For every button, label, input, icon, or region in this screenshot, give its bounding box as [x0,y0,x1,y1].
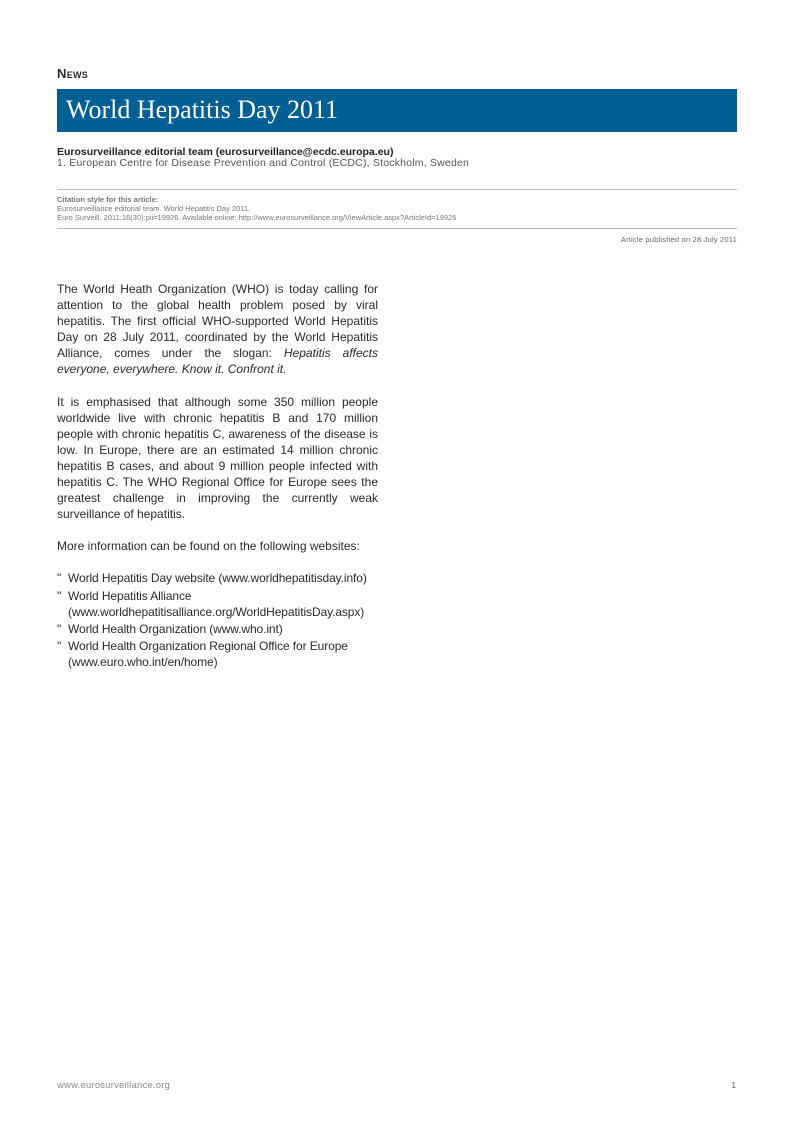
link-text[interactable]: World Health Organization Regional Office for Europe (www.euro.who.int/en/home) [68,638,348,669]
bullet-mark: " [57,571,62,586]
list-item[interactable] [57,621,378,637]
bullet-mark: " [57,621,62,636]
section-label: News [57,66,89,81]
link-list [57,570,378,670]
citation-heading: Citation style for this article: [57,195,159,204]
publication-date: Article published on 28 July 2011 [620,235,737,244]
affiliation: 1. European Centre for Disease Prevention and Control (ECDC), Stockholm, Sweden [57,157,470,169]
link-text[interactable]: World Health Organization (www.who.int) [68,621,283,636]
footer-url[interactable]: www.eurosurveillance.org [57,1080,171,1091]
authors: Eurosurveillance editorial team (eurosurveillance@ecdc.europa.eu) [57,146,394,158]
divider-top [57,189,737,190]
article-title: World Hepatitis Day 2011 [66,95,339,124]
citation-line: Eurosurveillance editorial team. World Hepatitis Day 2011. [57,204,251,213]
paragraph: More information can be found on the following websites: [57,539,360,554]
title-bar [57,89,737,132]
list-item[interactable] [57,638,378,670]
list-item[interactable] [57,570,378,586]
divider-bottom [57,228,737,229]
paragraph [57,281,378,378]
paragraph-text: The World Heath Organization (WHO) is today calling for attention to the global health problem posed by viral hepatitis. The first official WHO-supported World Hepatitis Day on 28 July 2011, coordinated by the World Hepatitis Alliance, comes under the slogan: [57,282,378,361]
slogan: Hepatitis affects everyone, everywhere. Know it. Confront it. [57,346,378,377]
bullet-mark: " [57,638,62,653]
page-number: 1 [731,1081,736,1090]
link-text[interactable]: World Hepatitis Day website (www.worldhepatitisday.info) [68,571,367,586]
list-item[interactable] [57,588,378,620]
paragraph: It is emphasised that although some 350 million people worldwide live with chronic hepatitis B and 170 million people with chronic hepatitis C, awareness of the disease is low. In Europe, there are an estimated 14 million chronic hepatitis B cases, and about 9 million people infected with hepatitis C. The WHO Regional Office for Europe sees the greatest challenge in improving the currently weak surveillance of hepatitis. [57,394,378,522]
link-text[interactable]: World Hepatitis Alliance (www.worldhepatitisalliance.org/WorldHepatitisDay.aspx) [68,588,365,619]
citation-line[interactable]: Euro Surveill. 2011;16(30):pii=19926. Available online: http://www.eurosurveillance.org/ViewArticle.aspx?ArticleId=19926 [57,213,457,222]
bullet-mark: " [57,588,62,603]
article-body [57,281,378,671]
